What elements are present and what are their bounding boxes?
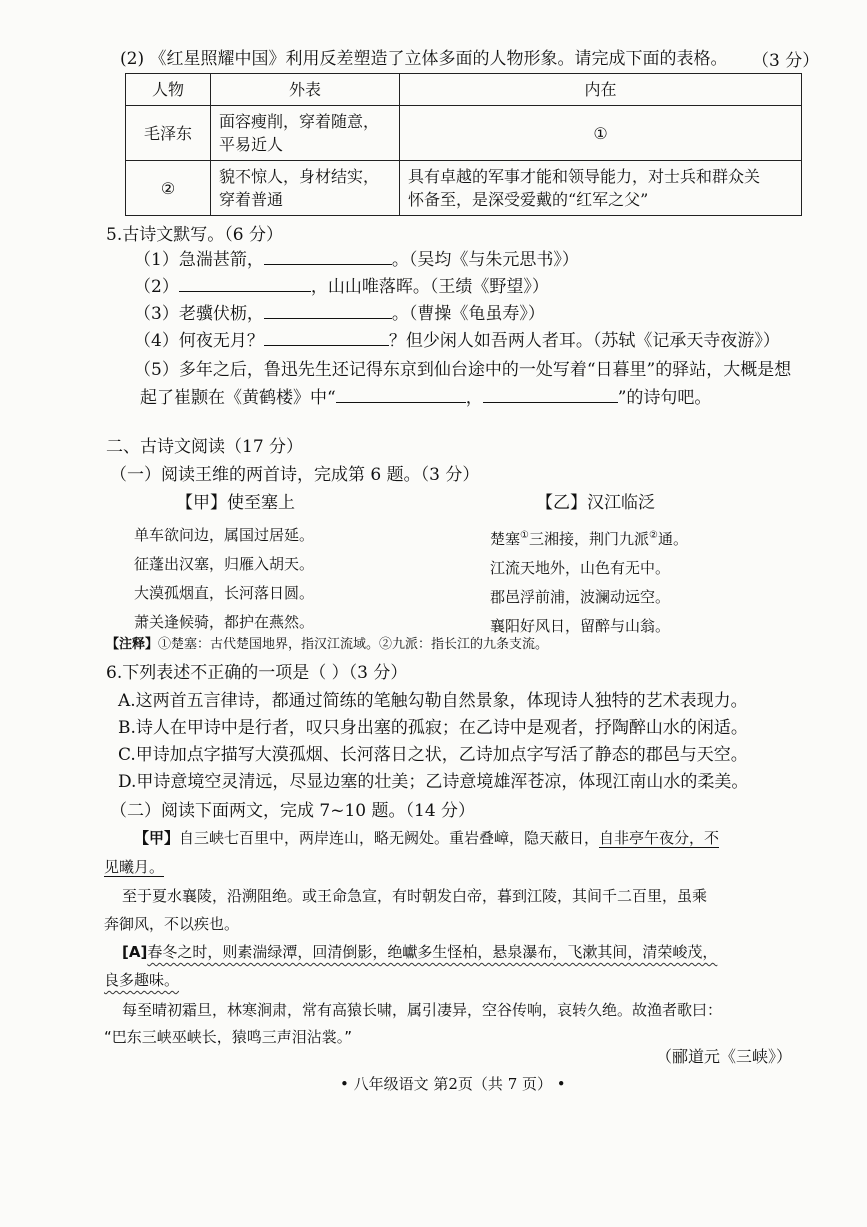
q6-stem: 6.下列表述不正确的一项是（ ）（3 分） xyxy=(106,663,408,683)
inner-cell xyxy=(400,161,802,216)
poem-a xyxy=(134,521,314,637)
table-header-row xyxy=(126,74,802,106)
poem-a-line: 征蓬出汉塞，归雁入胡天。 xyxy=(134,555,315,573)
answer-blank[interactable] xyxy=(483,388,618,403)
person-blank-cell[interactable]: ② xyxy=(126,161,211,216)
note-ref: ② xyxy=(649,530,658,541)
answer-blank[interactable] xyxy=(179,277,311,292)
q5-item-3 xyxy=(134,301,545,327)
answer-blank[interactable] xyxy=(264,331,389,346)
note-label: 【注释】 xyxy=(106,637,159,652)
passage-a-p3-cont xyxy=(104,968,179,992)
q5-item-2 xyxy=(134,274,549,300)
table-row xyxy=(126,161,802,216)
q5-item-2-pre: （2） xyxy=(134,277,179,297)
passage-a-p3 xyxy=(122,940,717,964)
q5-item-1 xyxy=(134,247,579,273)
inner-line: 具有卓越的军事才能和领导能力，对士兵和群众关 xyxy=(408,167,761,186)
note-ref: ① xyxy=(520,530,529,541)
appearance-line: 穿着普通 xyxy=(219,190,284,209)
passage-a-p2: 至于夏水襄陵，沿溯阻绝。或王命急宣，有时朝发白帝，暮到江陵，其间千二百里，虽乘 xyxy=(122,887,708,905)
part-2-title: （二）阅读下面两文，完成 7~10 题。（14 分） xyxy=(110,801,476,821)
q5-item-5-pre: 起了崔颢在《黄鹤楼》中“ xyxy=(140,388,336,408)
segment-label: [A] xyxy=(122,943,148,961)
page-footer: • 八年级语文 第2页（共 7 页） • xyxy=(340,1075,566,1093)
q5-item-5-post: ”的诗句吧。 xyxy=(617,388,712,408)
appearance-line: 平易近人 xyxy=(219,135,284,154)
q6-option-c[interactable]: C.甲诗加点字描写大漠孤烟、长河落日之状，乙诗加点字写活了静态的郡邑与天空。 xyxy=(118,745,748,765)
part-1-title: （一）阅读王维的两首诗，完成第 6 题。（3 分） xyxy=(110,465,480,485)
appearance-line: 貌不惊人，身材结实， xyxy=(219,167,380,186)
poem-b-line: 楚塞①三湘接，荆门九派②通。 xyxy=(490,530,688,548)
appearance-cell xyxy=(211,106,400,161)
q5-item-5-mid: ， xyxy=(465,388,483,408)
q6-option-b[interactable]: B.诗人在甲诗中是行者，叹只身出塞的孤寂；在乙诗中是观者，抒陶醉山水的闲适。 xyxy=(118,718,748,738)
answer-blank[interactable] xyxy=(264,250,392,265)
appearance-line: 面容瘦削，穿着随意， xyxy=(219,112,380,131)
section-2-title: 二、古诗文阅读（17 分） xyxy=(106,437,304,457)
underlined-sentence: 自非亭午夜分，不 xyxy=(599,829,720,847)
passage-label: 【甲】 xyxy=(134,829,180,847)
poem-b xyxy=(490,521,688,641)
poem-a-line: 大漠孤烟直，长河落日圆。 xyxy=(134,584,315,602)
q6-option-a[interactable]: A.这两首五言律诗，都通过简练的笔触勾勒自然景象，体现诗人独特的艺术表现力。 xyxy=(118,691,748,711)
q5-item-4 xyxy=(134,328,780,354)
q5-item-3-pre: （3）老骥伏枥， xyxy=(134,304,264,324)
q5-item-5-line2 xyxy=(140,385,711,411)
poem-b-line: 郡邑浮前浦，波澜动远空。 xyxy=(490,588,671,606)
wavy-underlined-text: 春冬之时，则素湍绿潭，回清倒影，绝巘多生怪柏，悬泉瀑布，飞漱其间，清荣峻茂， xyxy=(147,943,718,961)
underlined-sentence: 见曦月。 xyxy=(104,858,165,876)
appearance-cell xyxy=(211,161,400,216)
passage-a-p1-cont xyxy=(104,855,164,879)
poem-b-title: 【乙】汉江临泛 xyxy=(536,493,655,513)
passage-a-p2-cont: 奔御风，不以疾也。 xyxy=(104,915,240,933)
header-appearance: 外表 xyxy=(211,74,400,106)
poem-note xyxy=(106,636,548,654)
passage-a-p1: 【甲】自三峡七百里中，两岸连山，略无阙处。重岩叠嶂，隐天蔽日，自非亭午夜分，不 xyxy=(134,829,720,847)
poem-b-line: 江流天地外，山色有无中。 xyxy=(490,559,671,577)
q5-title: 5.古诗文默写。（6 分） xyxy=(106,225,283,245)
wavy-underlined-text: 良多趣味。 xyxy=(104,971,180,989)
q4-2-stem: (2) 《红星照耀中国》利用反差塑造了立体多面的人物形象。请完成下面的表格。 xyxy=(120,49,728,69)
q5-item-5-line1: （5）多年之后，鲁迅先生还记得东京到仙台途中的一处写着“日暮里”的驿站，大概是想 xyxy=(134,360,792,380)
table-row xyxy=(126,106,802,161)
poem-b-line: 襄阳好风日，留醉与山翁。 xyxy=(490,617,671,635)
inner-line: 怀备至，是深受爱戴的“红军之父” xyxy=(408,190,649,209)
person-cell: 毛泽东 xyxy=(126,106,211,161)
header-inner: 内在 xyxy=(400,74,802,106)
q6-option-d[interactable]: D.甲诗意境空灵清远，尽显边塞的壮美；乙诗意境雄浑苍凉，体现江南山水的柔美。 xyxy=(118,772,749,792)
q5-item-1-pre: （1）急湍甚箭， xyxy=(134,250,264,270)
inner-blank-cell[interactable]: ① xyxy=(400,106,802,161)
q5-item-1-post: 。（吴均《与朱元思书》） xyxy=(391,250,579,270)
passage-a-p4-cont: “巴东三峡巫峡长，猿鸣三声泪沾裳。” xyxy=(104,1028,353,1046)
persona-table xyxy=(125,73,802,216)
q5-item-4-post: ？但少闲人如吾两人者耳。（苏轼《记承天寺夜游》） xyxy=(388,331,780,351)
note-text: ①楚塞：古代楚国地界，指汉江流域。②九派：指长江的九条支流。 xyxy=(158,637,549,652)
header-person: 人物 xyxy=(126,74,211,106)
poem-a-title: 【甲】使至塞上 xyxy=(176,493,295,513)
passage-source: （郦道元《三峡》） xyxy=(656,1047,793,1066)
q5-item-4-pre: （4）何夜无月？ xyxy=(134,331,264,351)
answer-blank[interactable] xyxy=(264,304,392,319)
poem-a-line: 萧关逢候骑，都护在燕然。 xyxy=(134,613,315,631)
poem-a-line: 单车欲问边，属国过居延。 xyxy=(134,526,315,544)
answer-blank[interactable] xyxy=(336,388,466,403)
q5-item-3-post: 。（曹操《龟虽寿》） xyxy=(391,304,545,324)
passage-a-p4: 每至晴初霜旦，林寒涧肃，常有高猿长啸，属引凄异，空谷传响，哀转久绝。故渔者歌曰： xyxy=(122,1001,723,1019)
q5-item-2-post: ，山山唯落晖。（王绩《野望》） xyxy=(310,277,549,297)
q4-2-score: （3 分） xyxy=(752,51,820,71)
